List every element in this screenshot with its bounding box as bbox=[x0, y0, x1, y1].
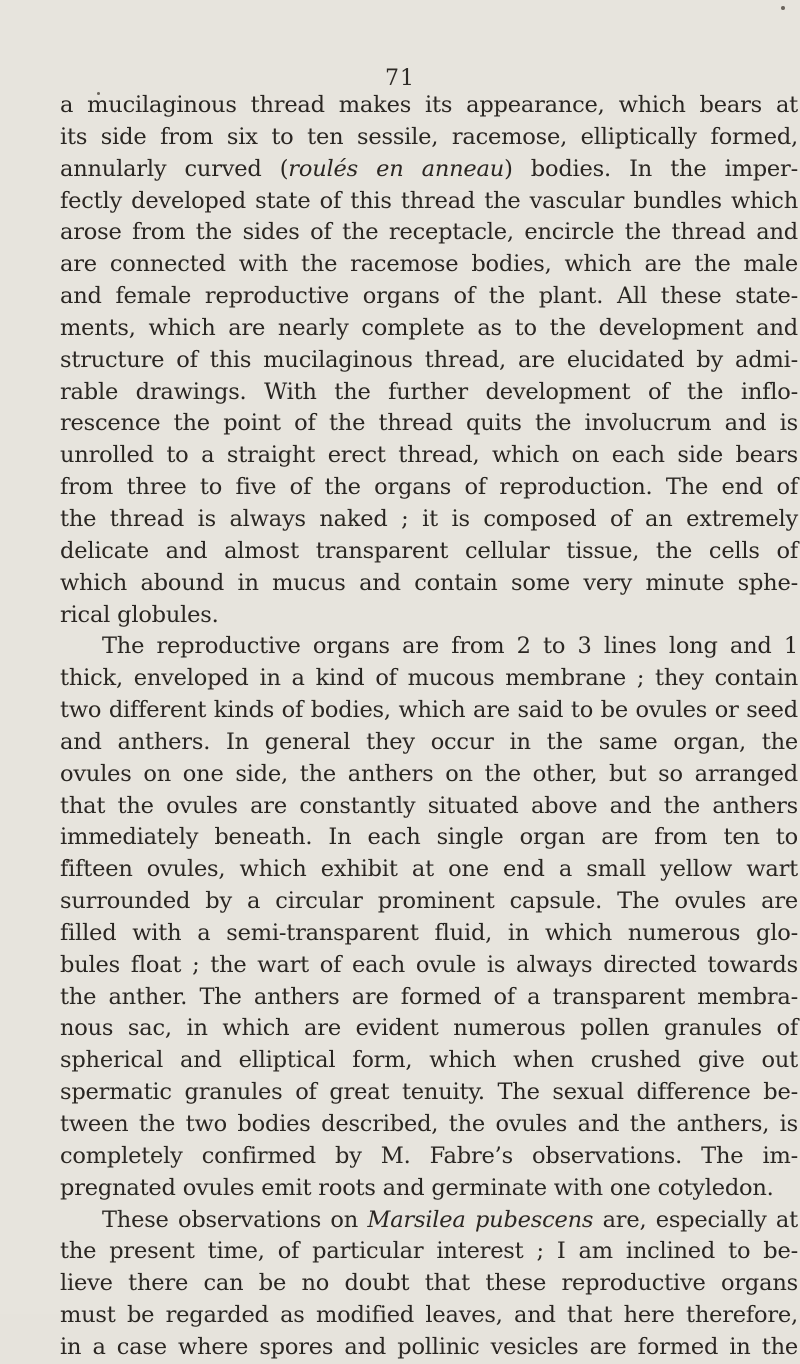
text-line: spermatic granules of great tenuity. The sexual difference be- bbox=[60, 1079, 798, 1106]
text-line: nous sac, in which are evident numerous pollen granules of bbox=[60, 1015, 798, 1042]
text-line: surrounded by a circular prominent capsule. The ovules are bbox=[60, 888, 798, 915]
text-line: bules float ; the wart of each ovule is always directed towards bbox=[60, 951, 798, 978]
text-line: the anther. The anthers are formed of a transparent membra- bbox=[60, 983, 798, 1010]
paragraph-start-line: The reproductive organs are from 2 to 3 lines long and 1 bbox=[102, 633, 798, 660]
text-line: filled with a semi-transparent fluid, in which numerous glo- bbox=[60, 919, 798, 946]
text-line: the present time, of particular interest ; I am inclined to be- bbox=[60, 1238, 798, 1265]
text-line-with-italic: annularly curved (roulés en anneau) bodies. In the imper- bbox=[60, 155, 798, 182]
text-line: its side from six to ten sessile, racemose, elliptically formed, bbox=[60, 123, 798, 150]
text-line: thick, enveloped in a kind of mucous membrane ; they contain bbox=[60, 665, 798, 692]
page-number: 71 bbox=[385, 66, 415, 91]
italic-phrase: roulés en anneau bbox=[288, 155, 505, 182]
text-line: rable drawings. With the further development of the inflo- bbox=[60, 378, 798, 405]
text-line: are connected with the racemose bodies, which are the male bbox=[60, 251, 798, 278]
text-line: ovules on one side, the anthers on the other, but so arranged bbox=[60, 760, 798, 787]
body-text bbox=[60, 90, 798, 1364]
text-line: and anthers. In general they occur in the same organ, the bbox=[60, 728, 798, 755]
text-line: structure of this mucilaginous thread, are elucidated by admi- bbox=[60, 346, 798, 373]
paragraph-end-line: rical globules. bbox=[60, 601, 219, 628]
ink-speck bbox=[781, 6, 785, 10]
text-line: a mucilaginous thread makes its appearance, which bears at bbox=[60, 92, 798, 118]
text-line: lieve there can be no doubt that these reproductive organs bbox=[60, 1270, 798, 1297]
text-line: must be regarded as modified leaves, and that here therefore, bbox=[60, 1302, 798, 1329]
text-line: ments, which are nearly complete as to the development and bbox=[60, 314, 798, 341]
text-line: the thread is always naked ; it is composed of an extremely bbox=[60, 505, 798, 532]
text-line: fectly developed state of this thread the vascular bundles which bbox=[60, 187, 798, 214]
text-line: rescence the point of the thread quits the involucrum and is bbox=[60, 410, 798, 437]
italic-phrase: Marsilea pubescens bbox=[367, 1206, 594, 1233]
text-line: unrolled to a straight erect thread, which on each side bears bbox=[60, 442, 798, 469]
paragraph-end-line: pregnated ovules emit roots and germinate with one cotyledon. bbox=[60, 1174, 774, 1201]
text-line: two different kinds of bodies, which are said to be ovules or seed bbox=[60, 697, 798, 724]
text-line: immediately beneath. In each single organ are from ten to bbox=[60, 824, 798, 851]
text-line: that the ovules are constantly situated above and the anthers bbox=[60, 792, 798, 819]
text-line: completely confirmed by M. Fabre’s observations. The im- bbox=[60, 1142, 798, 1169]
text-line: arose from the sides of the receptacle, encircle the thread and bbox=[60, 219, 798, 246]
text-line: delicate and almost transparent cellular tissue, the cells of bbox=[60, 537, 798, 564]
paragraph-start-line-with-italic: These observations on Marsilea pubescens are, especially at bbox=[102, 1206, 798, 1233]
text-line: in a case where spores and pollinic vesicles are formed in the bbox=[60, 1333, 798, 1360]
text-line: which abound in mucus and contain some very minute sphe- bbox=[60, 569, 798, 596]
text-line: fifteen ovules, which exhibit at one end a small yellow wart bbox=[60, 856, 798, 883]
text-line: and female reproductive organs of the plant. All these state- bbox=[60, 283, 798, 310]
text-line: spherical and elliptical form, which when crushed give out bbox=[60, 1047, 798, 1074]
text-line: from three to five of the organs of reproduction. The end of bbox=[60, 474, 798, 501]
text-line: tween the two bodies described, the ovules and the anthers, is bbox=[60, 1111, 798, 1137]
